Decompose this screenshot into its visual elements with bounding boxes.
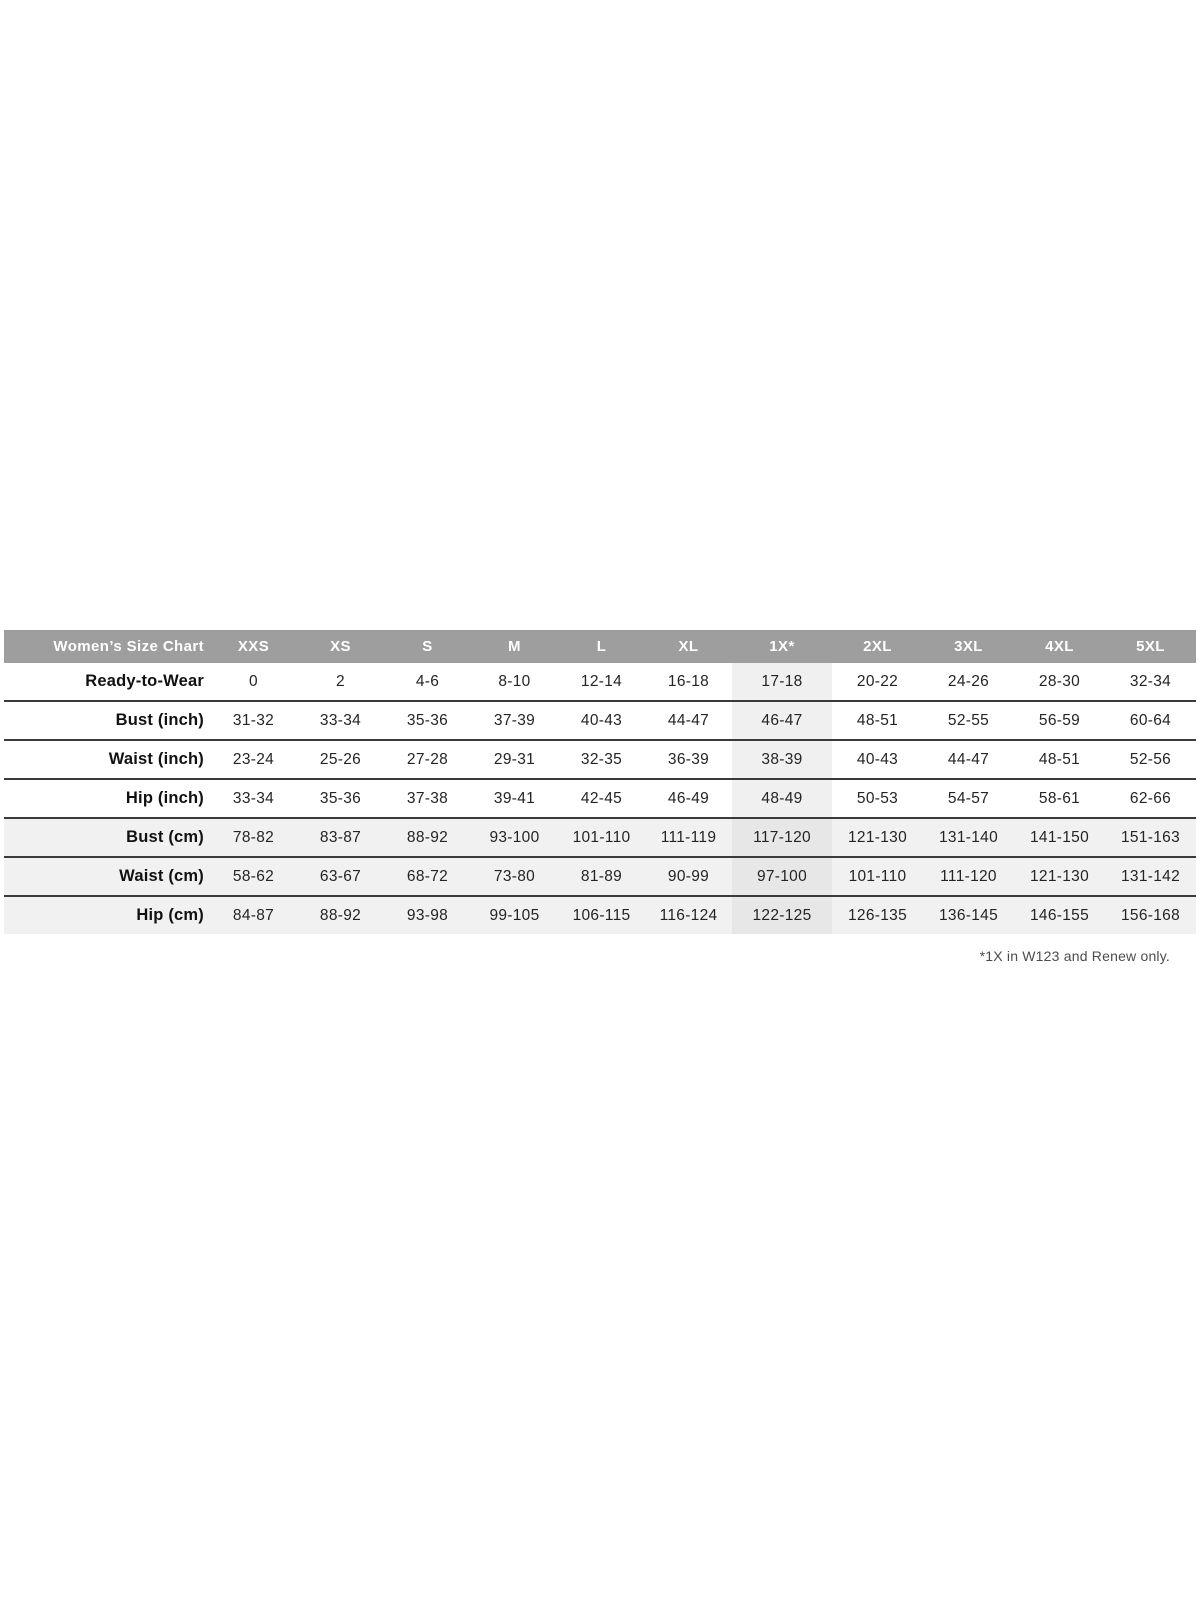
footnote: *1X in W123 and Renew only. bbox=[979, 948, 1170, 964]
size-cell: 40-43 bbox=[580, 711, 623, 729]
row-label: Ready-to-Wear bbox=[85, 672, 204, 690]
size-cell: 52-56 bbox=[1129, 750, 1172, 768]
size-cell: 101-110 bbox=[558, 818, 645, 857]
size-cell: 29-31 bbox=[493, 750, 536, 768]
size-cell: 116-124 bbox=[645, 896, 732, 934]
size-cell: 68-72 bbox=[384, 857, 471, 896]
table-row-ready-to-wear bbox=[4, 663, 1196, 701]
size-cell: 126-135 bbox=[832, 896, 923, 934]
size-cell: 117-120 bbox=[732, 818, 832, 857]
size-cell: 48-49 bbox=[732, 779, 832, 818]
size-cell: 37-38 bbox=[406, 789, 449, 807]
column-header-4xl: 4XL bbox=[1014, 630, 1105, 663]
size-cell: 136-145 bbox=[923, 896, 1014, 934]
size-cell: 16-18 bbox=[667, 672, 710, 690]
size-cell: 33-34 bbox=[319, 711, 362, 729]
size-chart-header bbox=[4, 630, 1196, 663]
size-cell: 146-155 bbox=[1014, 896, 1105, 934]
size-cell: 58-61 bbox=[1038, 789, 1081, 807]
row-label: Bust (inch) bbox=[115, 711, 204, 729]
size-cell: 38-39 bbox=[732, 740, 832, 779]
size-cell: 73-80 bbox=[471, 857, 558, 896]
table-row-hip-inch bbox=[4, 779, 1196, 818]
size-cell: 23-24 bbox=[232, 750, 275, 768]
size-cell: 93-100 bbox=[471, 818, 558, 857]
header-row bbox=[4, 630, 1196, 663]
size-cell: 101-110 bbox=[832, 857, 923, 896]
size-cell: 131-142 bbox=[1105, 857, 1196, 896]
size-cell: 32-35 bbox=[580, 750, 623, 768]
table-row-hip-cm bbox=[4, 896, 1196, 934]
size-cell: 44-47 bbox=[947, 750, 990, 768]
size-cell: 48-51 bbox=[856, 711, 899, 729]
size-cell: 106-115 bbox=[558, 896, 645, 934]
size-cell: 58-62 bbox=[210, 857, 297, 896]
row-label: Hip (inch) bbox=[125, 789, 204, 807]
column-header-1x: 1X* bbox=[732, 630, 832, 663]
column-header-s: S bbox=[384, 630, 471, 663]
column-header-5xl: 5XL bbox=[1105, 630, 1196, 663]
size-cell: 24-26 bbox=[947, 672, 990, 690]
size-cell: 97-100 bbox=[732, 857, 832, 896]
size-cell: 83-87 bbox=[297, 818, 384, 857]
size-cell: 0 bbox=[249, 672, 258, 690]
blank-area-top bbox=[0, 0, 1200, 630]
size-cell: 4-6 bbox=[415, 672, 440, 690]
size-cell: 111-119 bbox=[645, 818, 732, 857]
size-cell: 151-163 bbox=[1105, 818, 1196, 857]
column-header-xl: XL bbox=[645, 630, 732, 663]
table-row-waist-cm bbox=[4, 857, 1196, 896]
size-cell: 50-53 bbox=[856, 789, 899, 807]
column-header-3xl: 3XL bbox=[923, 630, 1014, 663]
size-cell: 48-51 bbox=[1038, 750, 1081, 768]
womens-size-chart-table bbox=[4, 630, 1196, 934]
size-cell: 17-18 bbox=[732, 663, 832, 701]
table-title: Women’s Size Chart bbox=[4, 630, 210, 663]
size-cell: 78-82 bbox=[210, 818, 297, 857]
size-cell: 141-150 bbox=[1014, 818, 1105, 857]
row-label: Bust (cm) bbox=[4, 818, 210, 857]
size-cell: 93-98 bbox=[384, 896, 471, 934]
size-cell: 27-28 bbox=[406, 750, 449, 768]
size-cell: 8-10 bbox=[498, 672, 531, 690]
column-header-xs: XS bbox=[297, 630, 384, 663]
column-header-xxs: XXS bbox=[210, 630, 297, 663]
size-cell: 121-130 bbox=[1014, 857, 1105, 896]
size-chart-body bbox=[4, 663, 1196, 934]
size-cell: 35-36 bbox=[319, 789, 362, 807]
size-cell: 88-92 bbox=[297, 896, 384, 934]
size-cell: 20-22 bbox=[856, 672, 899, 690]
size-cell: 88-92 bbox=[384, 818, 471, 857]
size-cell: 46-49 bbox=[667, 789, 710, 807]
size-cell: 63-67 bbox=[297, 857, 384, 896]
size-cell: 42-45 bbox=[580, 789, 623, 807]
size-cell: 121-130 bbox=[832, 818, 923, 857]
size-cell: 35-36 bbox=[406, 711, 449, 729]
table-row-bust-inch bbox=[4, 701, 1196, 740]
size-cell: 131-140 bbox=[923, 818, 1014, 857]
size-cell: 28-30 bbox=[1038, 672, 1081, 690]
size-cell: 62-66 bbox=[1129, 789, 1172, 807]
table-row-bust-cm bbox=[4, 818, 1196, 857]
size-cell: 46-47 bbox=[732, 701, 832, 740]
size-cell: 39-41 bbox=[493, 789, 536, 807]
size-cell: 33-34 bbox=[232, 789, 275, 807]
table-row-waist-inch bbox=[4, 740, 1196, 779]
size-cell: 54-57 bbox=[947, 789, 990, 807]
size-cell: 36-39 bbox=[667, 750, 710, 768]
size-cell: 60-64 bbox=[1129, 711, 1172, 729]
row-label: Waist (cm) bbox=[4, 857, 210, 896]
row-label: Hip (cm) bbox=[4, 896, 210, 934]
size-cell: 12-14 bbox=[580, 672, 623, 690]
size-cell: 40-43 bbox=[856, 750, 899, 768]
size-cell: 81-89 bbox=[558, 857, 645, 896]
size-cell: 84-87 bbox=[210, 896, 297, 934]
column-header-m: M bbox=[471, 630, 558, 663]
size-cell: 25-26 bbox=[319, 750, 362, 768]
column-header-l: L bbox=[558, 630, 645, 663]
size-cell: 44-47 bbox=[667, 711, 710, 729]
size-cell: 2 bbox=[336, 672, 345, 690]
size-cell: 156-168 bbox=[1105, 896, 1196, 934]
size-cell: 37-39 bbox=[493, 711, 536, 729]
size-cell: 122-125 bbox=[732, 896, 832, 934]
size-cell: 31-32 bbox=[232, 711, 275, 729]
size-cell: 111-120 bbox=[923, 857, 1014, 896]
size-cell: 32-34 bbox=[1129, 672, 1172, 690]
column-header-2xl: 2XL bbox=[832, 630, 923, 663]
row-label: Waist (inch) bbox=[108, 750, 204, 768]
size-cell: 99-105 bbox=[471, 896, 558, 934]
size-cell: 90-99 bbox=[645, 857, 732, 896]
size-cell: 56-59 bbox=[1038, 711, 1081, 729]
size-cell: 52-55 bbox=[947, 711, 990, 729]
